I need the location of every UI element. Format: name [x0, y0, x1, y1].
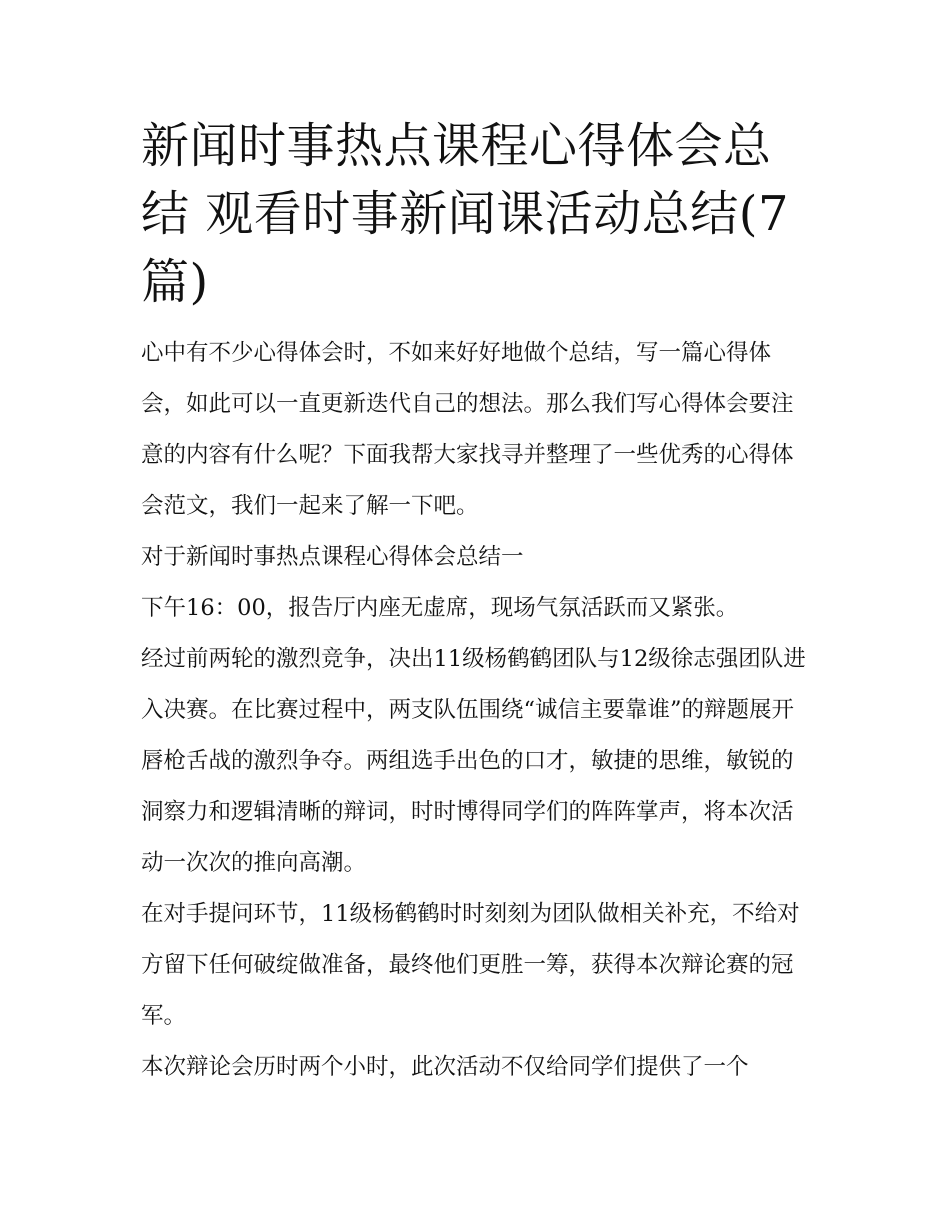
- paragraph: 在对手提问环节，11级杨鹤鹤时时刻刻为团队做相关补充，不给对方留下任何破绽做准备，最终他们更胜一筹，获得本次辩论赛的冠军。: [141, 901, 800, 1029]
- document-page: [141, 112, 813, 1093]
- document-title: 新闻时事热点课程心得体会总结 观看时事新闻课活动总结(7篇): [141, 118, 790, 310]
- document-body: [141, 328, 813, 1093]
- paragraph: 本次辩论会历时两个小时，此次活动不仅给同学们提供了一个: [141, 1054, 749, 1080]
- paragraph: 经过前两轮的激烈竞争，决出11级杨鹤鹤团队与12级徐志强团队进入决赛。在比赛过程中，两支队伍围绕“诚信主要靠谁”的辩题展开唇枪舌战的激烈争夺。两组选手出色的口才，敏捷的思维，敏锐的洞察力和逻辑清晰的辩词，时时博得同学们的阵阵掌声，将本次活动一次次的推向高潮。: [141, 646, 806, 876]
- section-heading: 对于新闻时事热点课程心得体会总结一: [141, 544, 524, 570]
- paragraph: 下午16：00，报告厅内座无虚席，现场气氛活跃而又紧张。: [141, 595, 739, 621]
- paragraph-intro: 心中有不少心得体会时，不如来好好地做个总结，写一篇心得体会，如此可以一直更新迭代自己的想法。那么我们写心得体会要注意的内容有什么呢？下面我帮大家找寻并整理了一些优秀的心得体会范文，我们一起来了解一下吧。: [141, 340, 794, 519]
